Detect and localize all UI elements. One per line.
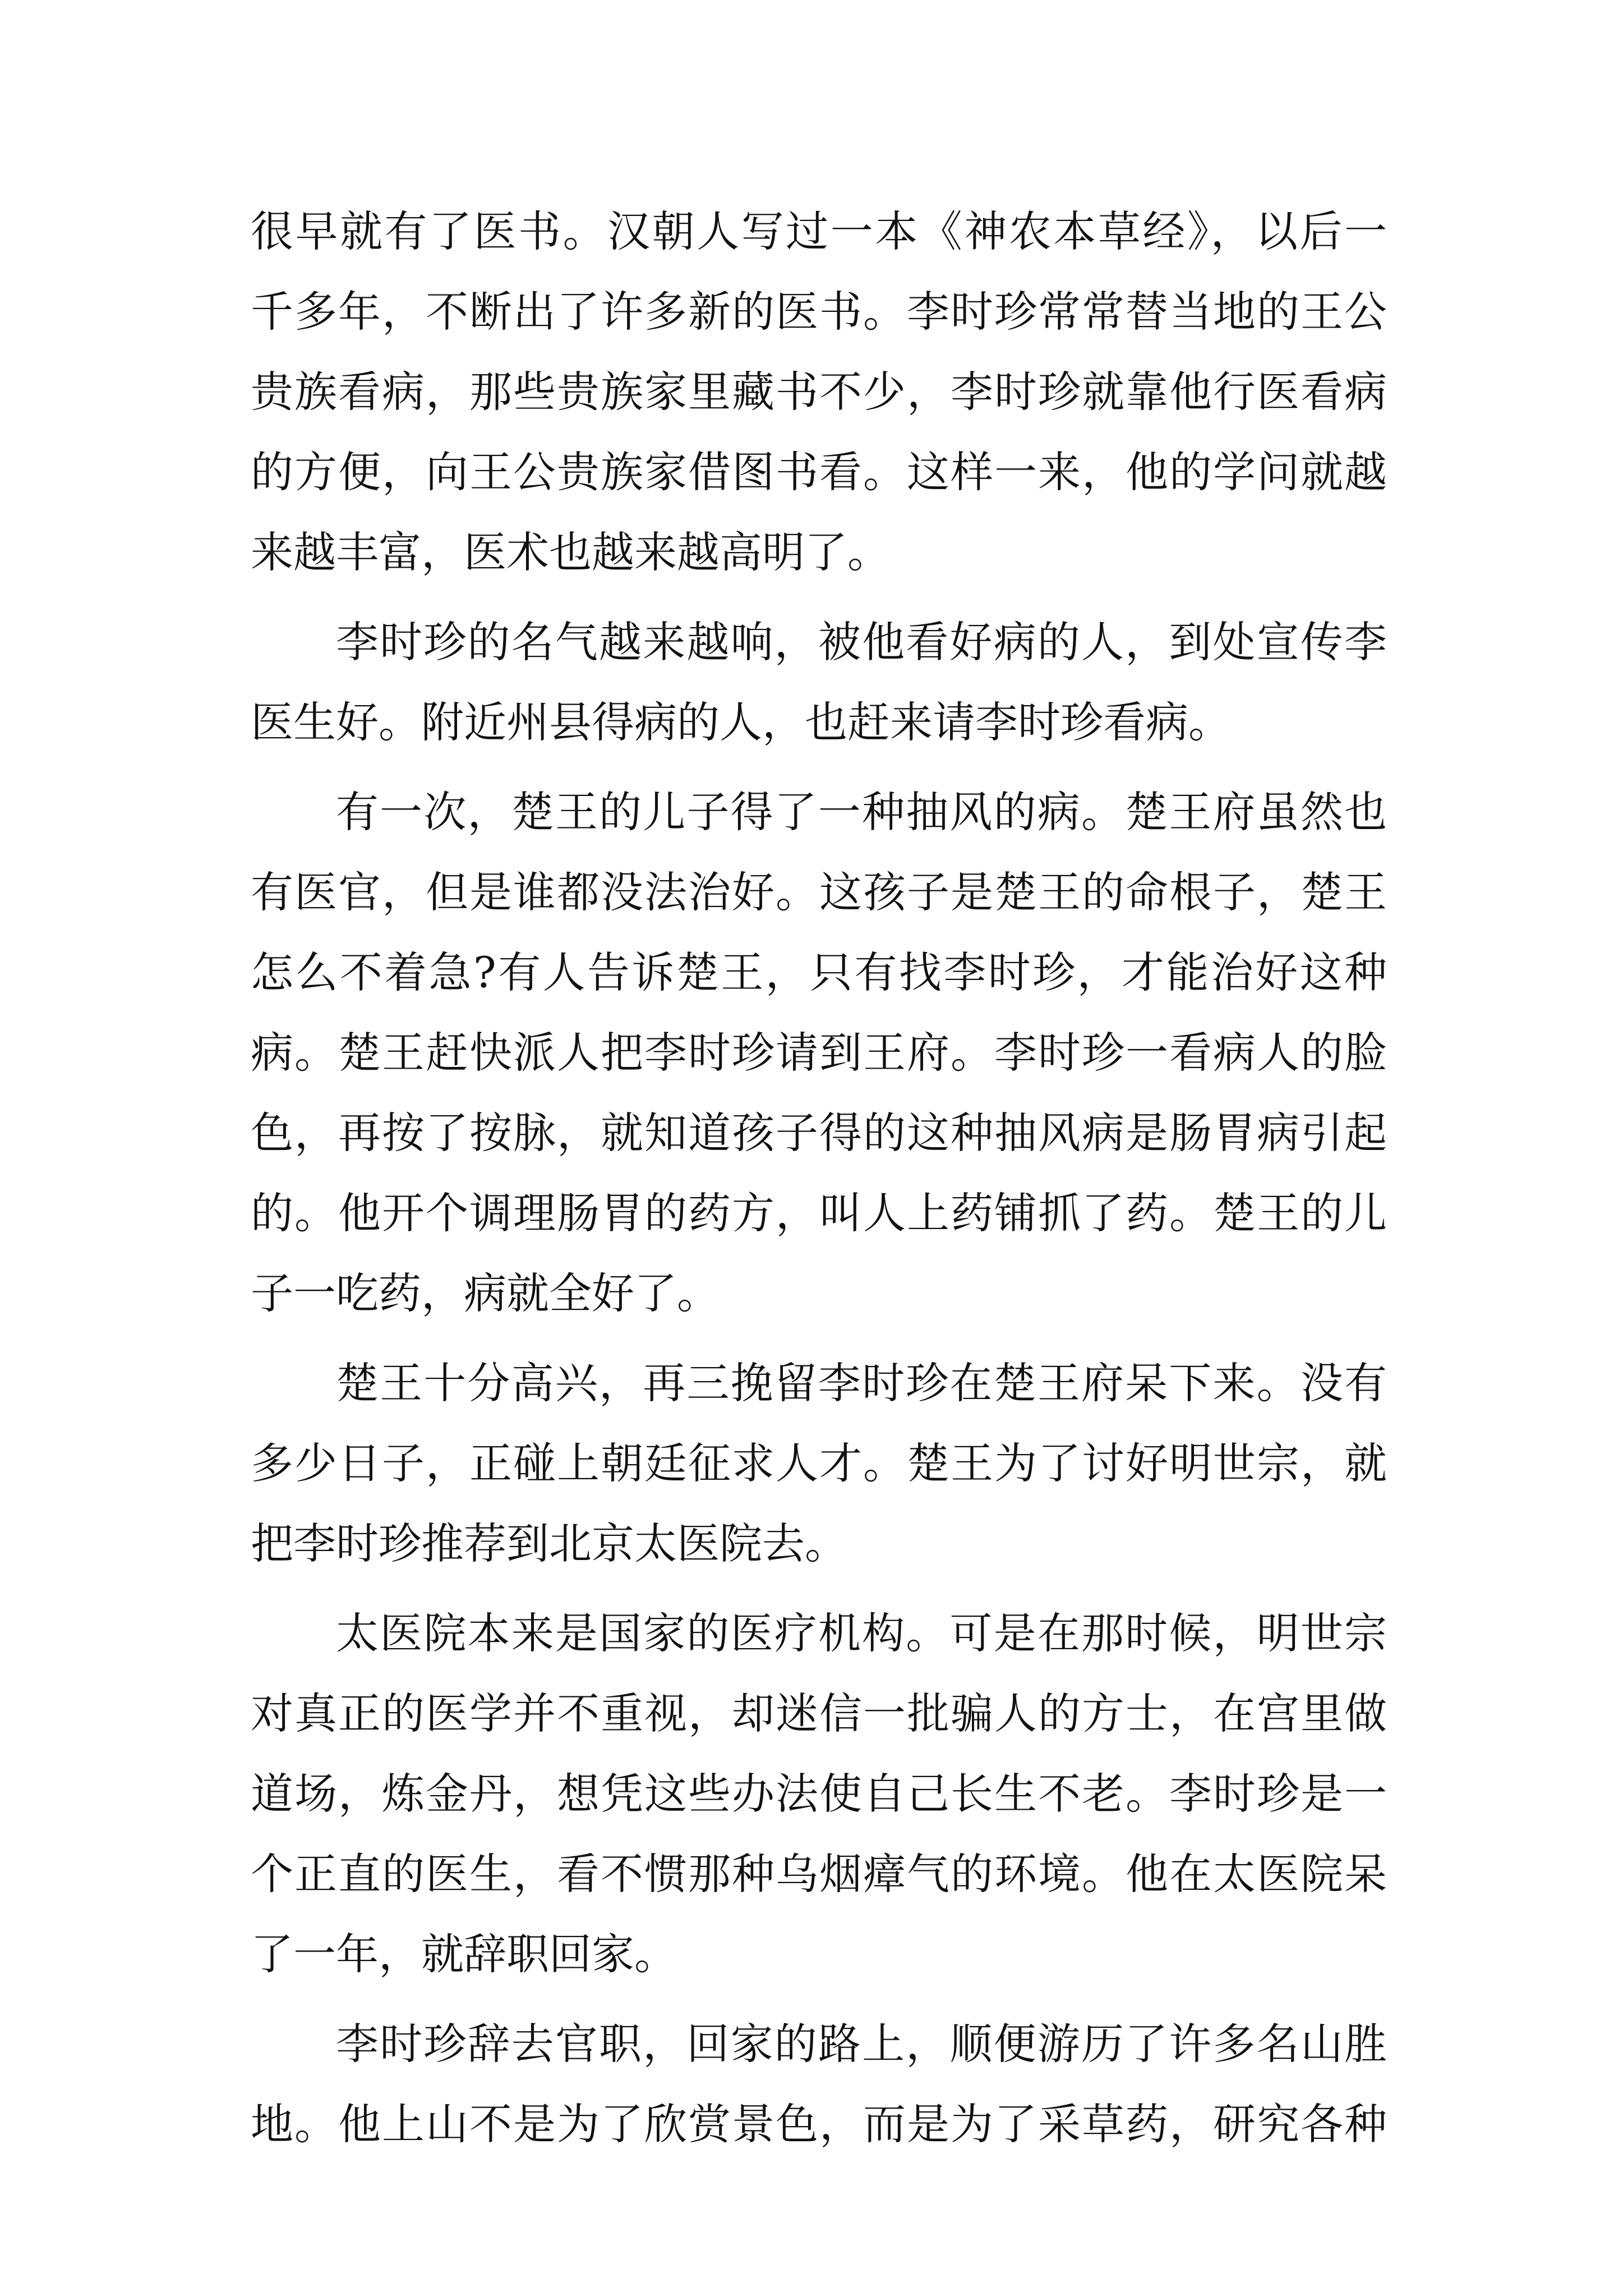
text-line: 色，再按了按脉，就知道孩子得的这种抽风病是肠胃病引起 <box>251 1108 1387 1158</box>
text-line: 把李时珍推荐到北京太医院去。 <box>251 1519 847 1568</box>
paragraph <box>251 602 1387 762</box>
text-line: 来越丰富，医术也越来越高明了。 <box>251 527 890 577</box>
paragraph <box>251 772 1387 1333</box>
text-line: 贵族看病，那些贵族家里藏书不少，李时珍就靠他行医看病 <box>251 367 1387 417</box>
text-line: 的。他开个调理肠胃的药方，叫人上药铺抓了药。楚王的儿 <box>251 1188 1387 1238</box>
paragraph <box>251 1593 1387 1994</box>
text-line: 太医院本来是国家的医疗机构。可是在那时候，明世宗 <box>336 1608 1387 1658</box>
text-line: 医生好。附近州县得病的人，也赶来请李时珍看病。 <box>251 697 1231 747</box>
paragraph <box>251 191 1387 592</box>
text-line: 的方便，向王公贵族家借图书看。这样一来，他的学问就越 <box>251 447 1387 497</box>
text-line: 地。他上山不是为了欣赏景色，而是为了采草药，研究各种 <box>251 2099 1387 2149</box>
text-line: 李时珍辞去官职，回家的路上，顺便游历了许多名山胜 <box>336 2019 1387 2069</box>
text-line: 千多年，不断出了许多新的医书。李时珍常常替当地的王公 <box>251 287 1387 337</box>
text-line: 对真正的医学并不重视，却迷信一批骗人的方士，在宫里做 <box>251 1688 1387 1738</box>
text-line: 道场，炼金丹，想凭这些办法使自己长生不老。李时珍是一 <box>251 1769 1387 1819</box>
paragraph <box>251 1343 1387 1584</box>
text-line: 多少日子，正碰上朝廷征求人才。楚王为了讨好明世宗，就 <box>251 1438 1387 1488</box>
text-line: 怎么不着急?有人告诉楚王，只有找李时珍，才能治好这种 <box>251 947 1387 997</box>
text-line: 有医官，但是谁都没法治好。这孩子是楚王的命根子，楚王 <box>251 867 1387 917</box>
text-line: 了一年，就辞职回家。 <box>251 1929 677 1979</box>
text-line: 个正直的医生，看不惯那种乌烟瘴气的环境。他在太医院呆 <box>251 1849 1387 1899</box>
text-line: 很早就有了医书。汉朝人写过一本《神农本草经》，以后一 <box>251 206 1387 256</box>
text-line: 病。楚王赶快派人把李时珍请到王府。李时珍一看病人的脸 <box>251 1028 1387 1078</box>
text-line: 李时珍的名气越来越响，被他看好病的人，到处宣传李 <box>336 617 1387 667</box>
text-line: 楚王十分高兴，再三挽留李时珍在楚王府呆下来。没有 <box>336 1358 1387 1408</box>
text-line: 子一吃药，病就全好了。 <box>251 1268 720 1318</box>
paragraph <box>251 2004 1387 2164</box>
text-line: 有一次，楚王的儿子得了一种抽风的病。楚王府虽然也 <box>336 787 1387 837</box>
body-text <box>251 191 1387 2164</box>
